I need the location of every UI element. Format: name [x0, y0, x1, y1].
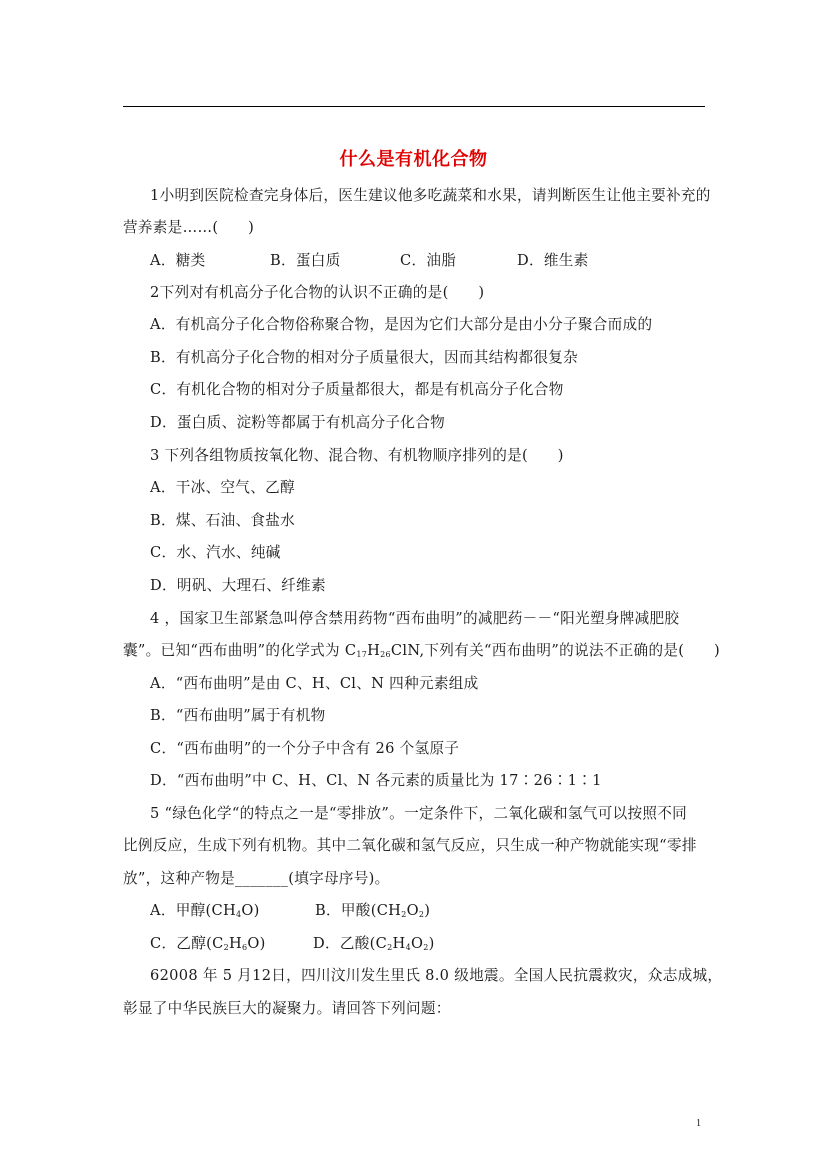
q3-stem: 3 下列各组物质按氧化物、混合物、有机物顺序排列的是( )	[150, 447, 564, 464]
option-text: A．甲醇(CH	[150, 902, 237, 919]
q4-line2-text: ClN,下列有关“西布曲明”的说法不正确的是( )	[390, 642, 721, 659]
q2-option-d: D．蛋白质、淀粉等都属于有机高分子化合物	[150, 414, 445, 431]
option-text: H	[229, 935, 243, 952]
q4-option-c: C．“西布曲明”的一个分子中含有 26 个氢原子	[150, 740, 460, 757]
page-number: 1	[696, 1118, 701, 1129]
q2-option-c: C．有机化合物的相对分子质量都很大，都是有机高分子化合物	[150, 381, 564, 398]
q4-option-a: A．“西布曲明”是由 C、H、Cl、N 四种元素组成	[150, 675, 479, 692]
formula-subscript: 2	[223, 943, 229, 952]
q2-stem: 2下列对有机高分子化合物的认识不正确的是( )	[150, 284, 485, 301]
formula-subscript: 4	[405, 943, 411, 952]
option-text: O)	[247, 935, 266, 952]
q1-option-d: D．维生素	[517, 252, 589, 269]
q5-options-row2	[150, 934, 435, 954]
formula-subscript: 6	[242, 943, 248, 952]
q4-line2-text: 囊”。已知“西布曲明”的化学式为 C	[123, 642, 357, 659]
q1-option-a: A．糖类	[150, 252, 206, 269]
formula-element: H	[367, 642, 381, 659]
formula-subscript: 26	[380, 650, 391, 659]
q5-stem-line3: 放”，这种产物是_______(填字母序号)。	[123, 870, 390, 887]
formula-subscript: 2	[423, 943, 429, 952]
option-text: )	[428, 935, 435, 952]
q5-options-row1	[150, 901, 430, 921]
q1-stem-line2: 营养素是……( )	[123, 219, 255, 236]
formula-subscript: 2	[387, 943, 393, 952]
q1-option-c: C．油脂	[400, 252, 457, 269]
q2-option-b: B．有机高分子化合物的相对分子质量很大，因而其结构都很复杂	[150, 349, 579, 366]
q6-stem-line2: 彰显了中华民族巨大的凝聚力。请回答下列问题：	[123, 1000, 451, 1017]
option-text: O)	[241, 902, 260, 919]
q6-stem-line1: 62008 年 5 月12日，四川汶川发生里氏 8.0 级地震。全国人民抗震救灾，众志成城，	[150, 967, 723, 984]
option-text: B．甲酸(CH	[315, 902, 402, 919]
q4-option-b: B．“西布曲明”属于有机物	[150, 707, 326, 724]
header-rule	[123, 106, 705, 107]
q4-option-d: D．“西布曲明”中 C、H、Cl、N 各元素的质量比为 17∶26∶1∶1	[150, 772, 602, 789]
q3-option-c: C．水、汽水、纯碱	[150, 544, 281, 561]
formula-subscript: 2	[401, 910, 407, 919]
option-text: O	[406, 902, 419, 919]
q5-stem-line1: 5 “绿色化学“的特点之一是“零排放”。一定条件下，二氧化碳和氢气可以按照不同	[150, 805, 688, 822]
option-text: )	[424, 902, 431, 919]
q5-option-b	[315, 901, 430, 921]
q3-option-b: B．煤、石油、食盐水	[150, 512, 296, 529]
option-text: O	[410, 935, 424, 952]
q3-option-a: A．干冰、空气、乙醇	[150, 479, 295, 496]
q5-stem-line2: 比例反应，生成下列有机物。其中二氧化碳和氢气反应，只生成一种产物就能实现“零排	[123, 837, 697, 854]
q4-stem-line1: 4 ，国家卫生部紧急叫停含禁用药物“西布曲明”的减肥药－－“阳光塑身牌减肥胶	[150, 610, 680, 627]
formula-subscript: 17	[356, 650, 368, 659]
q4-stem-line2	[123, 641, 720, 661]
formula-subscript: 4	[236, 910, 242, 919]
q3-option-d: D．明矾、大理石、纤维素	[150, 577, 326, 594]
q1-option-b: B．蛋白质	[270, 252, 341, 269]
q2-option-a: A．有机高分子化合物俗称聚合物，是因为它们大部分是由小分子聚合而成的	[150, 316, 653, 333]
page-title: 什么是有机化合物	[339, 149, 488, 170]
q1-options	[150, 251, 589, 271]
formula-subscript: 2	[418, 910, 425, 919]
q5-option-a	[150, 901, 315, 921]
q5-option-c	[150, 934, 313, 954]
q5-option-d	[313, 934, 435, 954]
option-text: C．乙醇(C	[150, 935, 224, 952]
option-text: D．乙酸(C	[313, 935, 388, 952]
option-text: H	[392, 935, 406, 952]
q1-stem-line1: 1小明到医院检查完身体后，医生建议他多吃蔬菜和水果，请判断医生让他主要补充的	[150, 187, 711, 204]
